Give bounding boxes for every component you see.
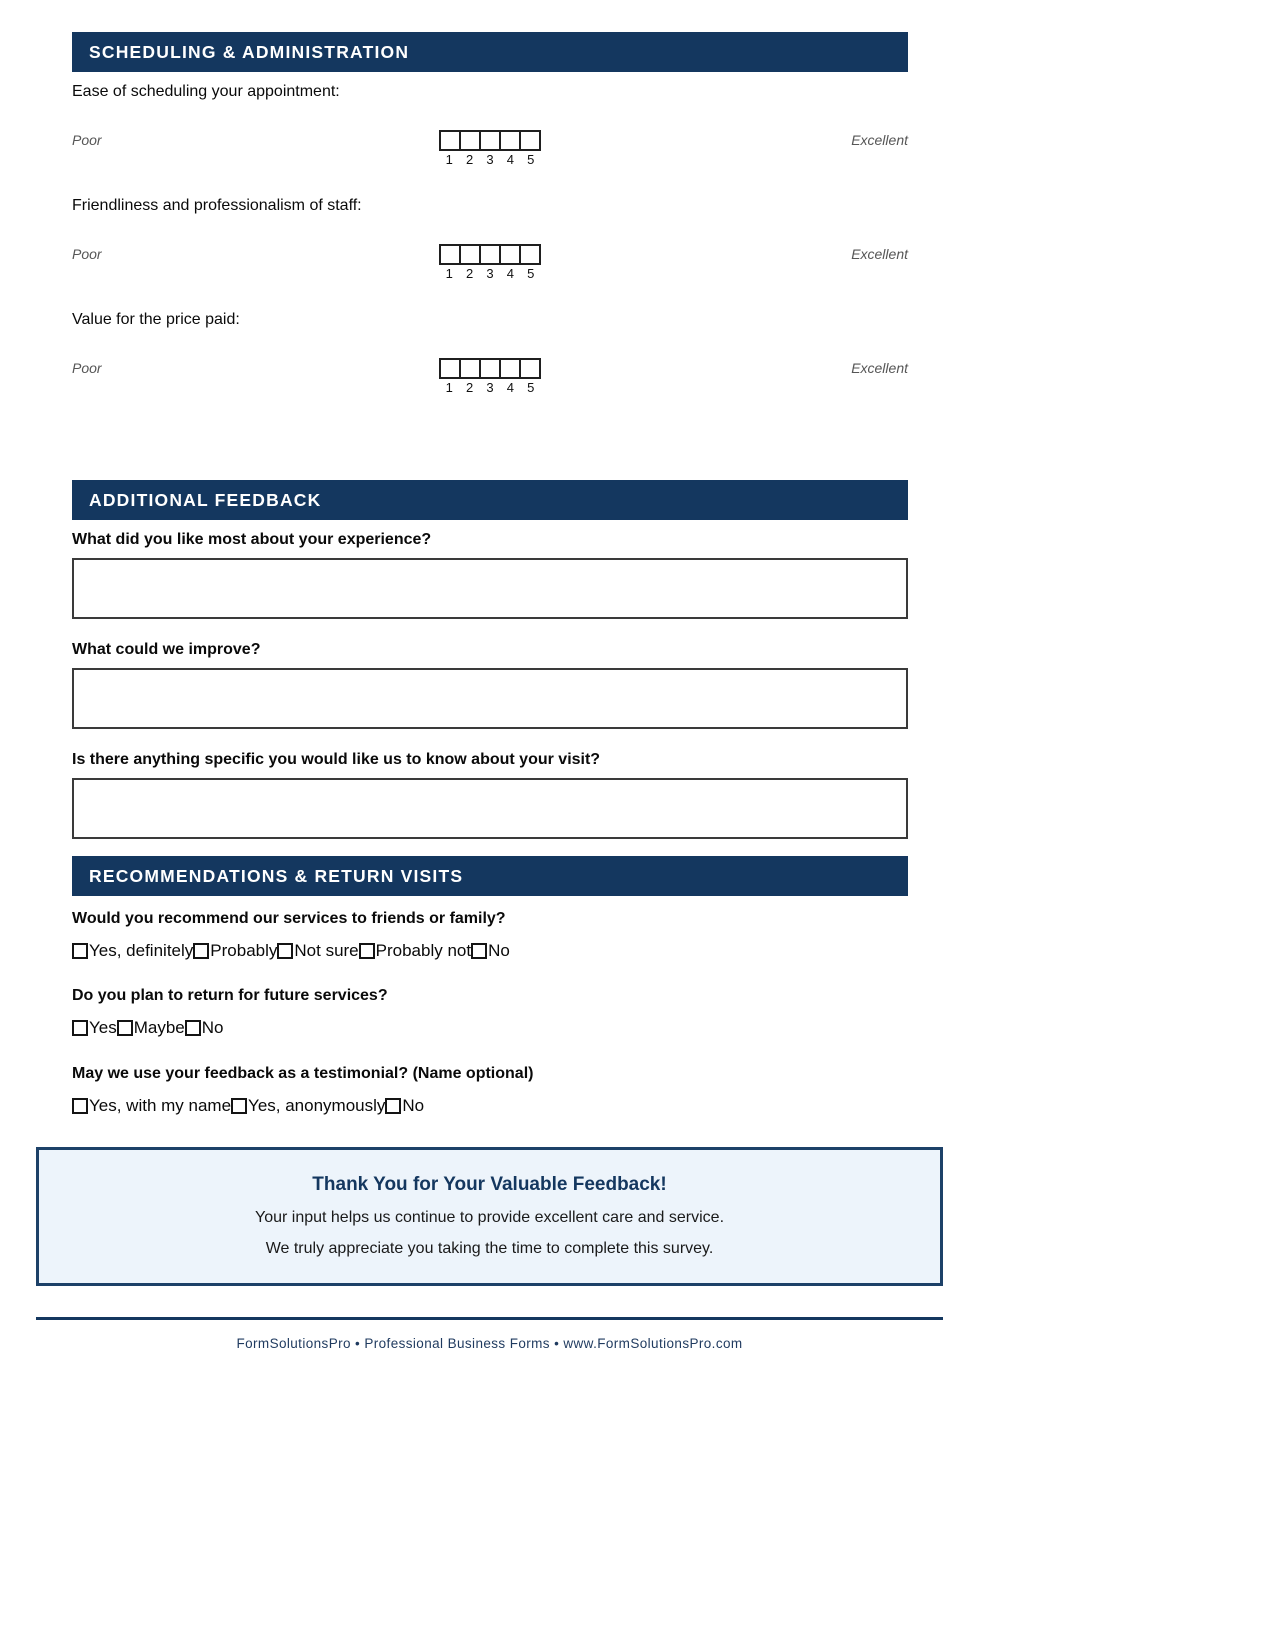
rating-box-1[interactable] xyxy=(439,358,461,379)
rating-number: 1 xyxy=(445,266,453,281)
checkbox-no[interactable] xyxy=(471,943,487,959)
rating-number: 3 xyxy=(486,266,494,281)
poor-label: Poor xyxy=(72,132,102,148)
question-return: Do you plan to return for future services? xyxy=(72,987,388,1004)
thank-you-line-2: We truly appreciate you taking the time to complete this survey. xyxy=(265,1240,714,1257)
question-liked-most: What did you like most about your experience? xyxy=(72,531,432,548)
checkbox-yes-anonymously[interactable] xyxy=(231,1098,247,1114)
footer-branding: FormSolutionsPro • Professional Business Forms • www.FormSolutionsPro.com xyxy=(236,1336,743,1351)
option-label: Yes xyxy=(89,1017,117,1037)
option-probably xyxy=(193,941,277,961)
poor-label: Poor xyxy=(72,360,102,376)
rating-number: 5 xyxy=(527,152,535,167)
option-label: Yes, definitely xyxy=(89,940,194,960)
question-value-for-price: Value for the price paid: xyxy=(72,311,240,328)
option-probably-not xyxy=(359,941,471,961)
rating-numbers xyxy=(439,380,541,396)
option-yes-definitely xyxy=(72,941,193,961)
checkbox-maybe[interactable] xyxy=(117,1020,133,1036)
rating-box-4[interactable] xyxy=(499,244,521,265)
rating-boxes xyxy=(439,130,541,151)
checkbox-no[interactable] xyxy=(385,1098,401,1114)
rating-row-friendliness xyxy=(72,244,908,282)
option-label: Not sure xyxy=(294,940,359,960)
rating-numbers xyxy=(439,266,541,282)
rating-number: 5 xyxy=(527,266,535,281)
footer-divider xyxy=(36,1317,943,1320)
rating-number: 3 xyxy=(486,380,494,395)
rating-number: 2 xyxy=(465,266,474,281)
rating-box-2[interactable] xyxy=(459,358,481,379)
section-title: SCHEDULING & ADMINISTRATION xyxy=(89,41,410,62)
rating-number: 3 xyxy=(486,152,494,167)
rating-number: 1 xyxy=(445,380,453,395)
form-content xyxy=(72,32,908,1116)
rating-box-3[interactable] xyxy=(479,358,501,379)
section-header-recommendations xyxy=(72,856,908,896)
checkbox-no[interactable] xyxy=(185,1020,201,1036)
rating-box-5[interactable] xyxy=(519,358,541,379)
rating-scale xyxy=(262,244,718,282)
liked-most-input[interactable] xyxy=(72,558,908,619)
rating-box-4[interactable] xyxy=(499,130,521,151)
option-label: Yes, with my name xyxy=(89,1095,232,1115)
thank-you-line-1: Your input helps us continue to provide excellent care and service. xyxy=(254,1209,725,1226)
rating-number: 4 xyxy=(506,380,514,395)
recommend-options-row xyxy=(72,940,908,961)
rating-box-4[interactable] xyxy=(499,358,521,379)
checkbox-yes[interactable] xyxy=(72,1020,88,1036)
rating-box-1[interactable] xyxy=(439,244,461,265)
anything-specific-input[interactable] xyxy=(72,778,908,839)
rating-row-scheduling xyxy=(72,130,908,168)
excellent-label: Excellent xyxy=(851,360,908,376)
improve-input[interactable] xyxy=(72,668,908,729)
rating-box-2[interactable] xyxy=(459,244,481,265)
rating-boxes xyxy=(439,244,541,265)
option-no xyxy=(185,1018,224,1038)
option-yes-anonymously xyxy=(231,1096,385,1116)
rating-number: 1 xyxy=(445,152,453,167)
option-no xyxy=(471,941,510,961)
rating-number: 5 xyxy=(527,380,535,395)
section-header-additional-feedback xyxy=(72,480,908,520)
rating-number: 2 xyxy=(465,380,474,395)
option-maybe xyxy=(117,1018,185,1038)
rating-scale xyxy=(262,358,718,396)
section-header-scheduling xyxy=(72,32,908,72)
rating-box-2[interactable] xyxy=(459,130,481,151)
checkbox-probably-not[interactable] xyxy=(359,943,375,959)
rating-box-5[interactable] xyxy=(519,130,541,151)
question-recommend: Would you recommend our services to friends or family? xyxy=(72,910,506,927)
rating-box-5[interactable] xyxy=(519,244,541,265)
poor-label: Poor xyxy=(72,246,102,262)
excellent-label: Excellent xyxy=(851,246,908,262)
checkbox-not-sure[interactable] xyxy=(277,943,293,959)
rating-scale xyxy=(262,130,718,168)
question-improve: What could we improve? xyxy=(72,641,261,658)
rating-box-1[interactable] xyxy=(439,130,461,151)
option-not-sure xyxy=(277,941,358,961)
option-label: Probably xyxy=(210,940,278,960)
section-title: RECOMMENDATIONS & RETURN VISITS xyxy=(89,865,464,886)
excellent-label: Excellent xyxy=(851,132,908,148)
option-label: No xyxy=(488,940,510,960)
rating-number: 2 xyxy=(465,152,474,167)
rating-number: 4 xyxy=(506,152,514,167)
rating-box-3[interactable] xyxy=(479,244,501,265)
checkbox-probably[interactable] xyxy=(193,943,209,959)
option-label: Yes, anonymously xyxy=(248,1095,386,1115)
question-ease-of-scheduling: Ease of scheduling your appointment: xyxy=(72,83,340,100)
checkbox-yes-definitely[interactable] xyxy=(72,943,88,959)
rating-numbers xyxy=(439,152,541,168)
question-anything-specific: Is there anything specific you would like us to know about your visit? xyxy=(72,751,601,768)
rating-row-value xyxy=(72,358,908,396)
question-testimonial: May we use your feedback as a testimonial? (Name optional) xyxy=(72,1065,534,1082)
option-label: No xyxy=(402,1095,425,1115)
section-title: ADDITIONAL FEEDBACK xyxy=(89,489,322,510)
rating-boxes xyxy=(439,358,541,379)
thank-you-title: Thank You for Your Valuable Feedback! xyxy=(312,1174,667,1195)
question-friendliness: Friendliness and professionalism of staff: xyxy=(72,197,362,214)
option-no xyxy=(385,1096,424,1116)
return-options-row xyxy=(72,1017,908,1038)
rating-number: 4 xyxy=(506,266,514,281)
option-label: Probably not xyxy=(375,940,472,960)
testimonial-options-row xyxy=(72,1095,908,1116)
option-yes xyxy=(72,1018,117,1038)
thank-you-box xyxy=(36,1147,943,1286)
option-label: No xyxy=(201,1017,224,1037)
option-label: Maybe xyxy=(133,1017,185,1037)
rating-box-3[interactable] xyxy=(479,130,501,151)
checkbox-yes-with-name[interactable] xyxy=(72,1098,88,1114)
option-yes-with-name xyxy=(72,1096,231,1116)
